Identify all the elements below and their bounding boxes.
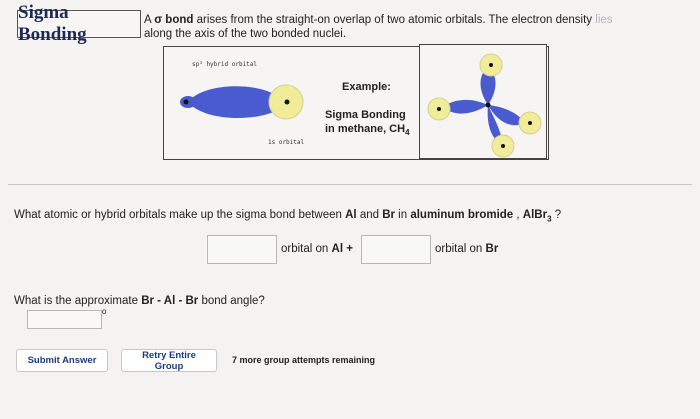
q1-text: What atomic or hybrid orbitals make up the sigma bond between [14,209,346,221]
q1-element-br: Br [382,209,395,221]
al-orbital-input[interactable] [207,235,277,264]
methane-caption-line1: Sigma Bonding [325,109,406,121]
intro-text-faded: lies [595,14,613,26]
al-label: Al [331,243,344,255]
q1-compound-name: aluminum bromide [410,209,514,221]
nucleus-dot [528,121,532,125]
q1-text-comma: , [513,209,523,221]
q2-text-post: bond angle? [198,295,265,307]
nucleus-dot [489,63,493,67]
q1-formula-sub: 3 [547,214,552,224]
al-orbital-label [281,243,353,255]
q1-text-and: and [356,209,383,221]
q1-formula-main: AlBr [522,209,548,221]
bond-angle-input[interactable] [27,310,102,329]
methane-caption-line2: in methane, CH [325,123,406,135]
intro-text-c: along the axis of the two bonded nuclei. [144,28,347,40]
plus-sign: + [343,243,353,255]
methane-caption [325,108,410,140]
section-divider [8,184,692,185]
intro-text-b: arises from the straight-on overlap of two atomic orbitals. The electron density [193,14,596,26]
section-title [17,2,141,45]
retry-group-button[interactable]: Retry Entire Group [121,349,217,372]
br-label: Br [485,243,499,255]
sp3-front-lobe [188,86,282,118]
attempts-remaining-text: 7 more group attempts remaining [232,355,376,365]
br-orbital-input[interactable] [361,235,431,264]
orbital-on-text: orbital on [281,243,332,255]
nucleus-dot [437,107,441,111]
question-2-text [14,295,265,307]
nucleus-dot [184,100,189,105]
submit-answer-button[interactable]: Submit Answer [16,349,108,372]
q1-text-in: in [394,209,411,221]
methane-figure [419,44,547,159]
example-label: Example: [342,81,391,93]
methane-caption-subscript: 4 [405,128,410,138]
orbital-on-text: orbital on [435,243,486,255]
intro-paragraph [144,13,689,41]
q2-text: What is the approximate [14,295,142,307]
q1-element-al: Al [345,209,357,221]
nucleus-dot [501,144,505,148]
intro-sigma-bond: σ bond [154,14,194,26]
degree-symbol: o [102,307,107,316]
nucleus-dot [285,100,290,105]
question-1-text [14,209,561,223]
s-orbital-label: 1s orbital [268,139,305,146]
q2-bond-atoms: Br - Al - Br [141,295,199,307]
intro-text-a: A [144,14,152,26]
sp3-orbital-label: sp³ hybrid orbital [192,61,258,68]
q1-question-mark: ? [551,209,562,221]
br-orbital-label [435,243,498,255]
methane-diagram [420,45,548,160]
nucleus-dot [486,103,491,108]
section-title-text: Sigma Bonding [18,2,87,45]
q1-formula [522,209,552,224]
